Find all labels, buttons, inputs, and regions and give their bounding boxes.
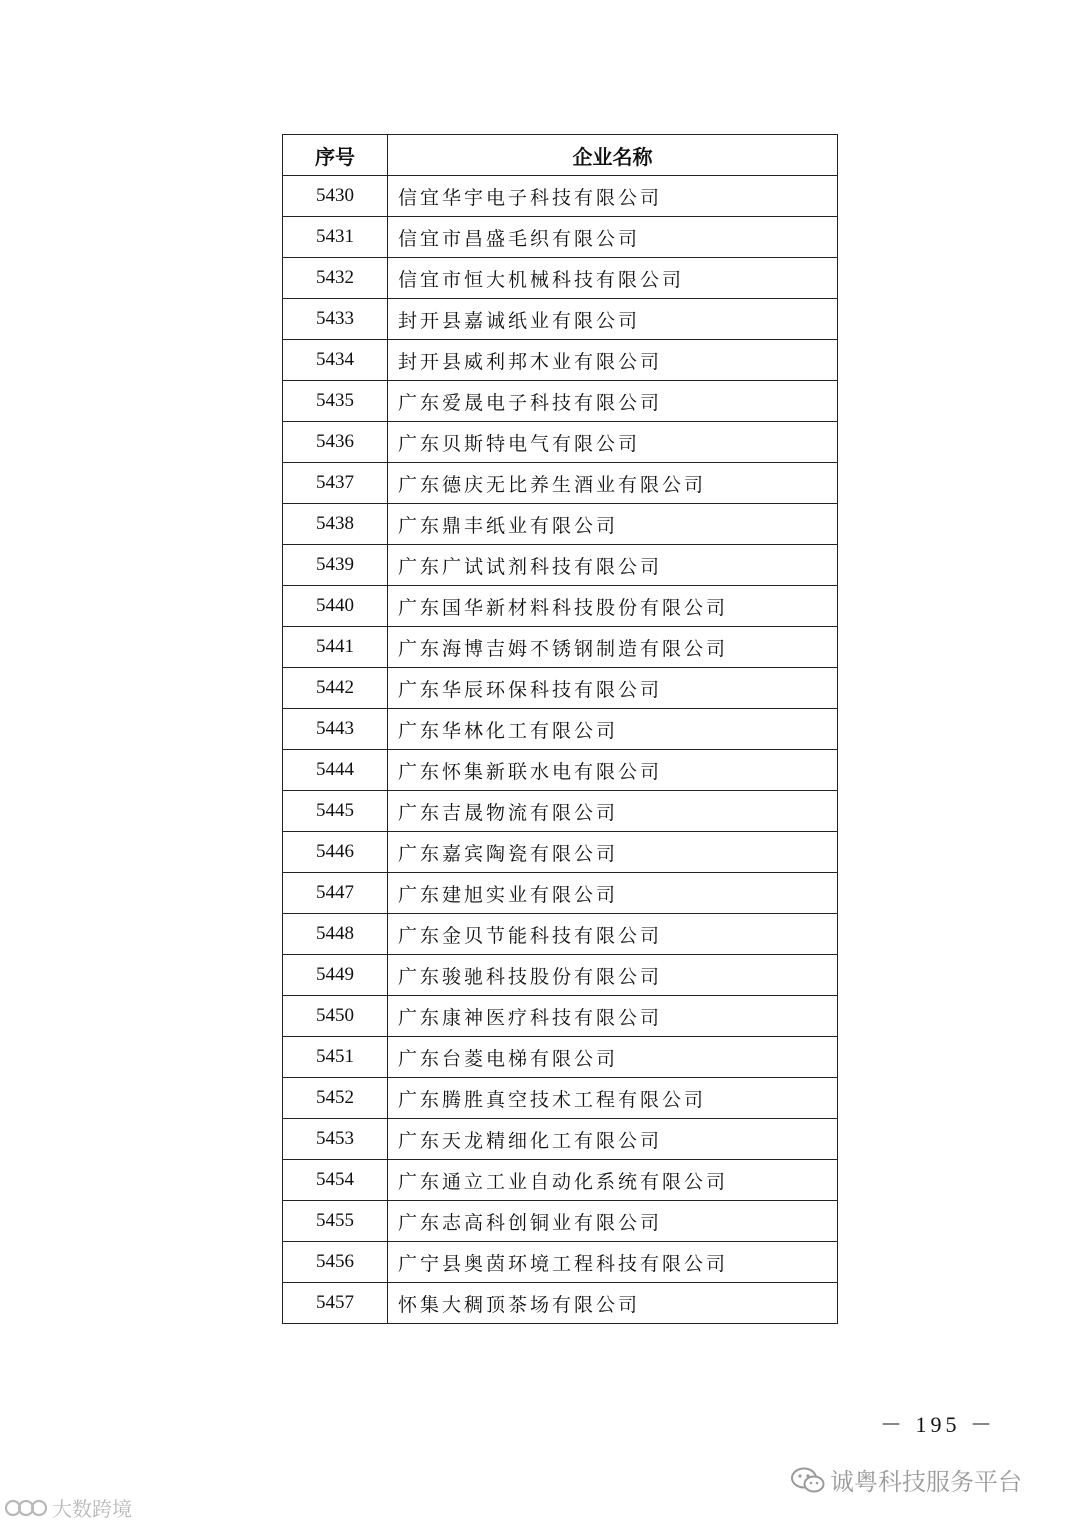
company-name-cell: 广东天龙精细化工有限公司 — [388, 1119, 838, 1160]
company-name-cell: 广东通立工业自动化系统有限公司 — [388, 1160, 838, 1201]
company-name-cell: 广东嘉宾陶瓷有限公司 — [388, 832, 838, 873]
company-name-cell: 广东广试试剂科技有限公司 — [388, 545, 838, 586]
table-row — [283, 1119, 838, 1160]
company-name-cell: 广东鼎丰纸业有限公司 — [388, 504, 838, 545]
company-name-cell: 信宜市昌盛毛织有限公司 — [388, 217, 838, 258]
company-name-cell: 广东华林化工有限公司 — [388, 709, 838, 750]
company-name-cell: 广东爱晟电子科技有限公司 — [388, 381, 838, 422]
serial-number-cell: 5452 — [283, 1078, 388, 1119]
serial-number-cell: 5450 — [283, 996, 388, 1037]
watermark-left-text: 大数跨境 — [52, 1497, 132, 1521]
table-row — [283, 463, 838, 504]
table-row — [283, 504, 838, 545]
header-serial-number: 序号 — [283, 135, 388, 176]
serial-number-cell: 5443 — [283, 709, 388, 750]
table-header-row — [283, 135, 838, 176]
table-row — [283, 627, 838, 668]
table-row — [283, 1037, 838, 1078]
company-name-cell: 广东建旭实业有限公司 — [388, 873, 838, 914]
company-name-cell: 广东康神医疗科技有限公司 — [388, 996, 838, 1037]
watermark-brand — [4, 1493, 132, 1522]
company-name-cell: 广东腾胜真空技术工程有限公司 — [388, 1078, 838, 1119]
company-name-cell: 封开县威利邦木业有限公司 — [388, 340, 838, 381]
serial-number-cell: 5433 — [283, 299, 388, 340]
company-name-cell: 封开县嘉诚纸业有限公司 — [388, 299, 838, 340]
serial-number-cell: 5440 — [283, 586, 388, 627]
company-name-cell: 信宜市恒大机械科技有限公司 — [388, 258, 838, 299]
serial-number-cell: 5434 — [283, 340, 388, 381]
serial-number-cell: 5436 — [283, 422, 388, 463]
table-row — [283, 299, 838, 340]
table-body — [283, 176, 838, 1324]
table-row — [283, 1201, 838, 1242]
company-name-cell: 广东德庆无比养生酒业有限公司 — [388, 463, 838, 504]
table-row — [283, 750, 838, 791]
table-row — [283, 1242, 838, 1283]
table-row — [283, 873, 838, 914]
table-row — [283, 791, 838, 832]
table-row — [283, 709, 838, 750]
serial-number-cell: 5455 — [283, 1201, 388, 1242]
table-row — [283, 668, 838, 709]
serial-number-cell: 5447 — [283, 873, 388, 914]
serial-number-cell: 5437 — [283, 463, 388, 504]
table-row — [283, 996, 838, 1037]
table-row — [283, 422, 838, 463]
company-name-cell: 广东海博吉姆不锈钢制造有限公司 — [388, 627, 838, 668]
table-row — [283, 1160, 838, 1201]
serial-number-cell: 5446 — [283, 832, 388, 873]
company-name-cell: 怀集大稠顶茶场有限公司 — [388, 1283, 838, 1324]
table-row — [283, 176, 838, 217]
header-company-name: 企业名称 — [388, 135, 838, 176]
table-row — [283, 586, 838, 627]
serial-number-cell: 5456 — [283, 1242, 388, 1283]
brand-logo-icon — [4, 1497, 50, 1519]
watermark-wechat-account — [790, 1462, 1022, 1497]
company-name-cell: 广东金贝节能科技有限公司 — [388, 914, 838, 955]
table-row — [283, 381, 838, 422]
table-row — [283, 1078, 838, 1119]
serial-number-cell: 5449 — [283, 955, 388, 996]
serial-number-cell: 5441 — [283, 627, 388, 668]
company-name-cell: 广东华辰环保科技有限公司 — [388, 668, 838, 709]
serial-number-cell: 5435 — [283, 381, 388, 422]
company-name-cell: 广东吉晟物流有限公司 — [388, 791, 838, 832]
serial-number-cell: 5454 — [283, 1160, 388, 1201]
table-row — [283, 832, 838, 873]
table-row — [283, 217, 838, 258]
serial-number-cell: 5431 — [283, 217, 388, 258]
serial-number-cell: 5457 — [283, 1283, 388, 1324]
enterprise-table — [282, 134, 838, 1324]
wechat-icon — [790, 1466, 826, 1494]
watermark-right-text: 诚粤科技服务平台 — [830, 1468, 1022, 1496]
company-name-cell: 广东怀集新联水电有限公司 — [388, 750, 838, 791]
serial-number-cell: 5445 — [283, 791, 388, 832]
company-name-cell: 广东贝斯特电气有限公司 — [388, 422, 838, 463]
company-name-cell: 广东国华新材料科技股份有限公司 — [388, 586, 838, 627]
serial-number-cell: 5453 — [283, 1119, 388, 1160]
company-name-cell: 广东志高科创铜业有限公司 — [388, 1201, 838, 1242]
serial-number-cell: 5444 — [283, 750, 388, 791]
company-name-cell: 广宁县奥茵环境工程科技有限公司 — [388, 1242, 838, 1283]
serial-number-cell: 5442 — [283, 668, 388, 709]
table-row — [283, 955, 838, 996]
serial-number-cell: 5430 — [283, 176, 388, 217]
table-row — [283, 1283, 838, 1324]
table-row — [283, 340, 838, 381]
serial-number-cell: 5438 — [283, 504, 388, 545]
serial-number-cell: 5432 — [283, 258, 388, 299]
serial-number-cell: 5451 — [283, 1037, 388, 1078]
table-row — [283, 545, 838, 586]
company-name-cell: 信宜华宇电子科技有限公司 — [388, 176, 838, 217]
company-name-cell: 广东台菱电梯有限公司 — [388, 1037, 838, 1078]
table-row — [283, 914, 838, 955]
table-row — [283, 258, 838, 299]
serial-number-cell: 5439 — [283, 545, 388, 586]
page-number: － 195 － — [880, 1412, 997, 1437]
serial-number-cell: 5448 — [283, 914, 388, 955]
company-name-cell: 广东骏驰科技股份有限公司 — [388, 955, 838, 996]
